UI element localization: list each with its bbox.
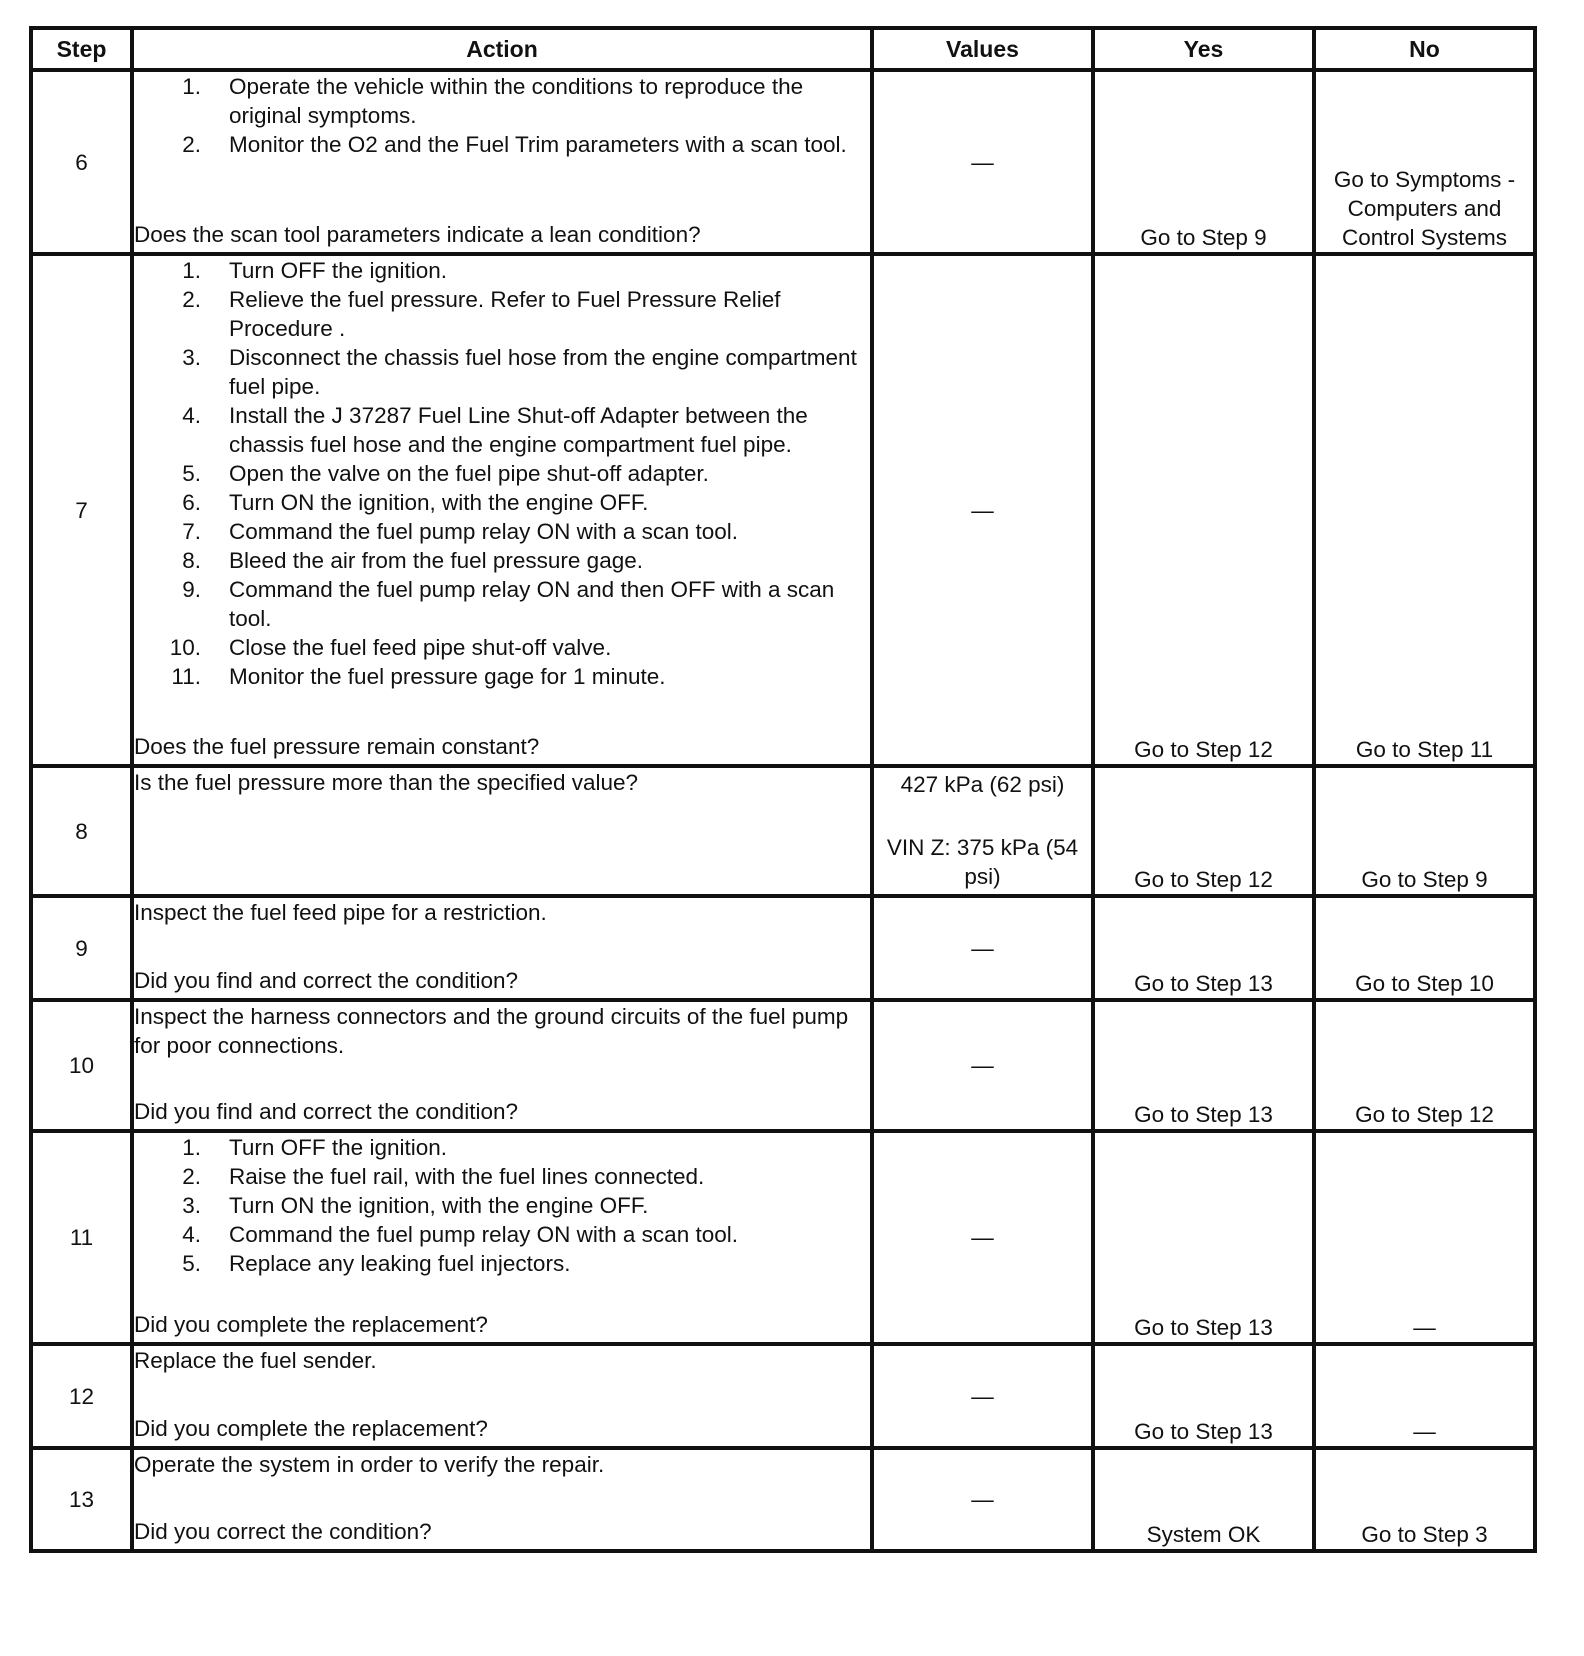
action-cell <box>132 896 872 1000</box>
header-no: No <box>1314 28 1535 70</box>
yes-cell: Go to Step 12 <box>1093 766 1314 896</box>
values-cell: — <box>872 1000 1093 1131</box>
action-text: Inspect the fuel feed pipe for a restriction. <box>134 900 547 925</box>
values-cell: — <box>872 1344 1093 1448</box>
no-cell: Go to Step 10 <box>1314 896 1535 1000</box>
values-cell: — <box>872 70 1093 254</box>
action-list <box>134 1133 870 1278</box>
action-text: Operate the system in order to verify the repair. <box>134 1452 605 1477</box>
list-item: 5. Replace any leaking fuel injectors. <box>182 1251 571 1276</box>
action-cell <box>132 1344 872 1448</box>
header-step: Step <box>31 28 132 70</box>
list-item: 5. Open the valve on the fuel pipe shut-off adapter. <box>182 461 709 486</box>
values-line: 427 kPa (62 psi) <box>900 772 1065 797</box>
action-question: Does the scan tool parameters indicate a lean condition? <box>134 222 701 247</box>
no-cell: Go to Step 12 <box>1314 1000 1535 1131</box>
no-cell: — <box>1314 1344 1535 1448</box>
values-cell: — <box>872 896 1093 1000</box>
action-list <box>134 256 870 691</box>
list-item: 3. Disconnect the chassis fuel hose from the engine compartment fuel pipe. <box>182 345 857 399</box>
diagnostic-table <box>29 26 1537 1553</box>
header-yes: Yes <box>1093 28 1314 70</box>
list-item: 8. Bleed the air from the fuel pressure gage. <box>182 548 643 573</box>
action-cell <box>132 70 872 254</box>
action-question: Did you find and correct the condition? <box>134 1099 518 1124</box>
header-action: Action <box>132 28 872 70</box>
action-cell <box>132 254 872 766</box>
yes-cell: Go to Step 13 <box>1093 1131 1314 1344</box>
header-values: Values <box>872 28 1093 70</box>
list-item: 7. Command the fuel pump relay ON with a scan tool. <box>182 519 738 544</box>
action-question: Did you complete the replacement? <box>134 1416 488 1441</box>
step-number: 8 <box>31 766 132 896</box>
yes-cell: Go to Step 9 <box>1093 70 1314 254</box>
no-cell: Go to Step 11 <box>1314 254 1535 766</box>
list-item: 6. Turn ON the ignition, with the engine OFF. <box>182 490 649 515</box>
action-cell <box>132 766 872 896</box>
step-number: 11 <box>31 1131 132 1344</box>
values-line: VIN Z: 375 kPa (54 psi) <box>886 835 1079 889</box>
table-row <box>31 766 1535 896</box>
list-item: 1. Operate the vehicle within the conditions to reproduce the original symptoms. <box>182 74 804 128</box>
action-question: Did you find and correct the condition? <box>134 968 518 993</box>
yes-cell: Go to Step 13 <box>1093 896 1314 1000</box>
yes-cell: System OK <box>1093 1448 1314 1551</box>
values-cell: — <box>872 1448 1093 1551</box>
yes-cell: Go to Step 13 <box>1093 1000 1314 1131</box>
values-cell: — <box>872 254 1093 766</box>
table-row <box>31 1131 1535 1344</box>
step-number: 9 <box>31 896 132 1000</box>
table-row <box>31 254 1535 766</box>
list-item: 11. Monitor the fuel pressure gage for 1 minute. <box>171 664 666 689</box>
list-item: 2. Raise the fuel rail, with the fuel lines connected. <box>182 1164 705 1189</box>
action-question: Does the fuel pressure remain constant? <box>134 734 540 759</box>
action-text: Inspect the harness connectors and the ground circuits of the fuel pump for poor connections. <box>134 1004 849 1058</box>
no-cell: Go to Step 3 <box>1314 1448 1535 1551</box>
values-cell <box>872 766 1093 896</box>
action-text: Replace the fuel sender. <box>134 1348 377 1373</box>
list-item: 3. Turn ON the ignition, with the engine OFF. <box>182 1193 649 1218</box>
action-text: Is the fuel pressure more than the specified value? <box>134 770 639 795</box>
list-item: 1. Turn OFF the ignition. <box>182 1135 448 1160</box>
table-row <box>31 1344 1535 1448</box>
action-question: Did you correct the condition? <box>134 1519 432 1544</box>
step-number: 10 <box>31 1000 132 1131</box>
step-number: 13 <box>31 1448 132 1551</box>
no-cell: Go to Step 9 <box>1314 766 1535 896</box>
list-item: 4. Command the fuel pump relay ON with a scan tool. <box>182 1222 738 1247</box>
action-cell <box>132 1448 872 1551</box>
header-row <box>31 28 1535 70</box>
yes-cell: Go to Step 12 <box>1093 254 1314 766</box>
action-list <box>134 72 870 159</box>
table-row <box>31 70 1535 254</box>
step-number: 12 <box>31 1344 132 1448</box>
list-item: 2. Monitor the O2 and the Fuel Trim parameters with a scan tool. <box>182 132 847 157</box>
table-row <box>31 896 1535 1000</box>
yes-cell: Go to Step 13 <box>1093 1344 1314 1448</box>
list-item: 9. Command the fuel pump relay ON and then OFF with a scan tool. <box>182 577 835 631</box>
table-row <box>31 1448 1535 1551</box>
list-item: 2. Relieve the fuel pressure. Refer to Fuel Pressure Relief Procedure . <box>182 287 781 341</box>
action-question: Did you complete the replacement? <box>134 1312 488 1337</box>
step-number: 7 <box>31 254 132 766</box>
action-cell <box>132 1000 872 1131</box>
step-number: 6 <box>31 70 132 254</box>
action-cell <box>132 1131 872 1344</box>
table-row <box>31 1000 1535 1131</box>
list-item: 4. Install the J 37287 Fuel Line Shut-off Adapter between the chassis fuel hose and the engine compartment fuel pipe. <box>182 403 808 457</box>
values-cell: — <box>872 1131 1093 1344</box>
list-item: 1. Turn OFF the ignition. <box>182 258 448 283</box>
no-cell: Go to Symptoms - Computers and Control Systems <box>1314 70 1535 254</box>
list-item: 10. Close the fuel feed pipe shut-off valve. <box>169 635 612 660</box>
no-cell: — <box>1314 1131 1535 1344</box>
